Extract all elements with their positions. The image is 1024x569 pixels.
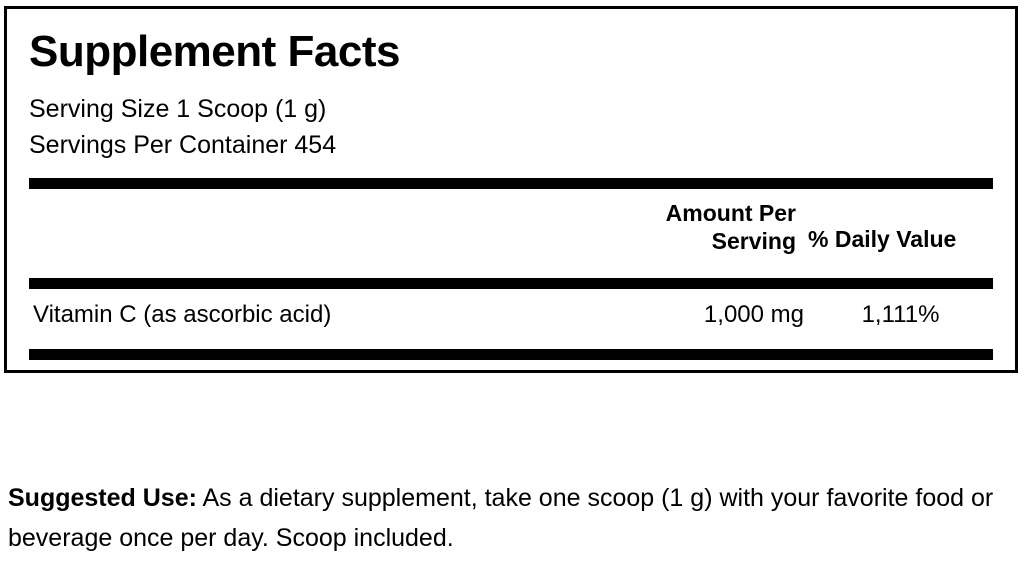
suggested-use-heading: Suggested Use: — [8, 484, 197, 512]
suggested-use-text: As a dietary supplement, take one scoop (1 g) with your favorite food or beverage once per day. Scoop included. — [8, 484, 994, 552]
supplement-facts-panel — [4, 6, 1018, 373]
divider-top — [29, 178, 993, 189]
nutrient-amount: 1,000 mg — [703, 301, 804, 329]
table-row — [29, 289, 993, 339]
serving-size-line: Serving Size 1 Scoop (1 g) — [29, 95, 327, 124]
column-header-daily-value: % Daily Value — [808, 226, 957, 253]
servings-per-container-line: Servings Per Container 454 — [29, 131, 337, 160]
suggested-use-section — [8, 478, 1014, 558]
column-header-amount-per-serving: Amount Per Serving — [665, 199, 796, 255]
table-header-row — [29, 189, 993, 265]
page-title: Supplement Facts — [29, 27, 400, 76]
divider-bottom — [29, 349, 993, 360]
nutrient-daily-value: 1,111% — [861, 301, 940, 329]
divider-middle — [29, 278, 993, 289]
nutrient-name: Vitamin C (as ascorbic acid) — [33, 301, 332, 329]
